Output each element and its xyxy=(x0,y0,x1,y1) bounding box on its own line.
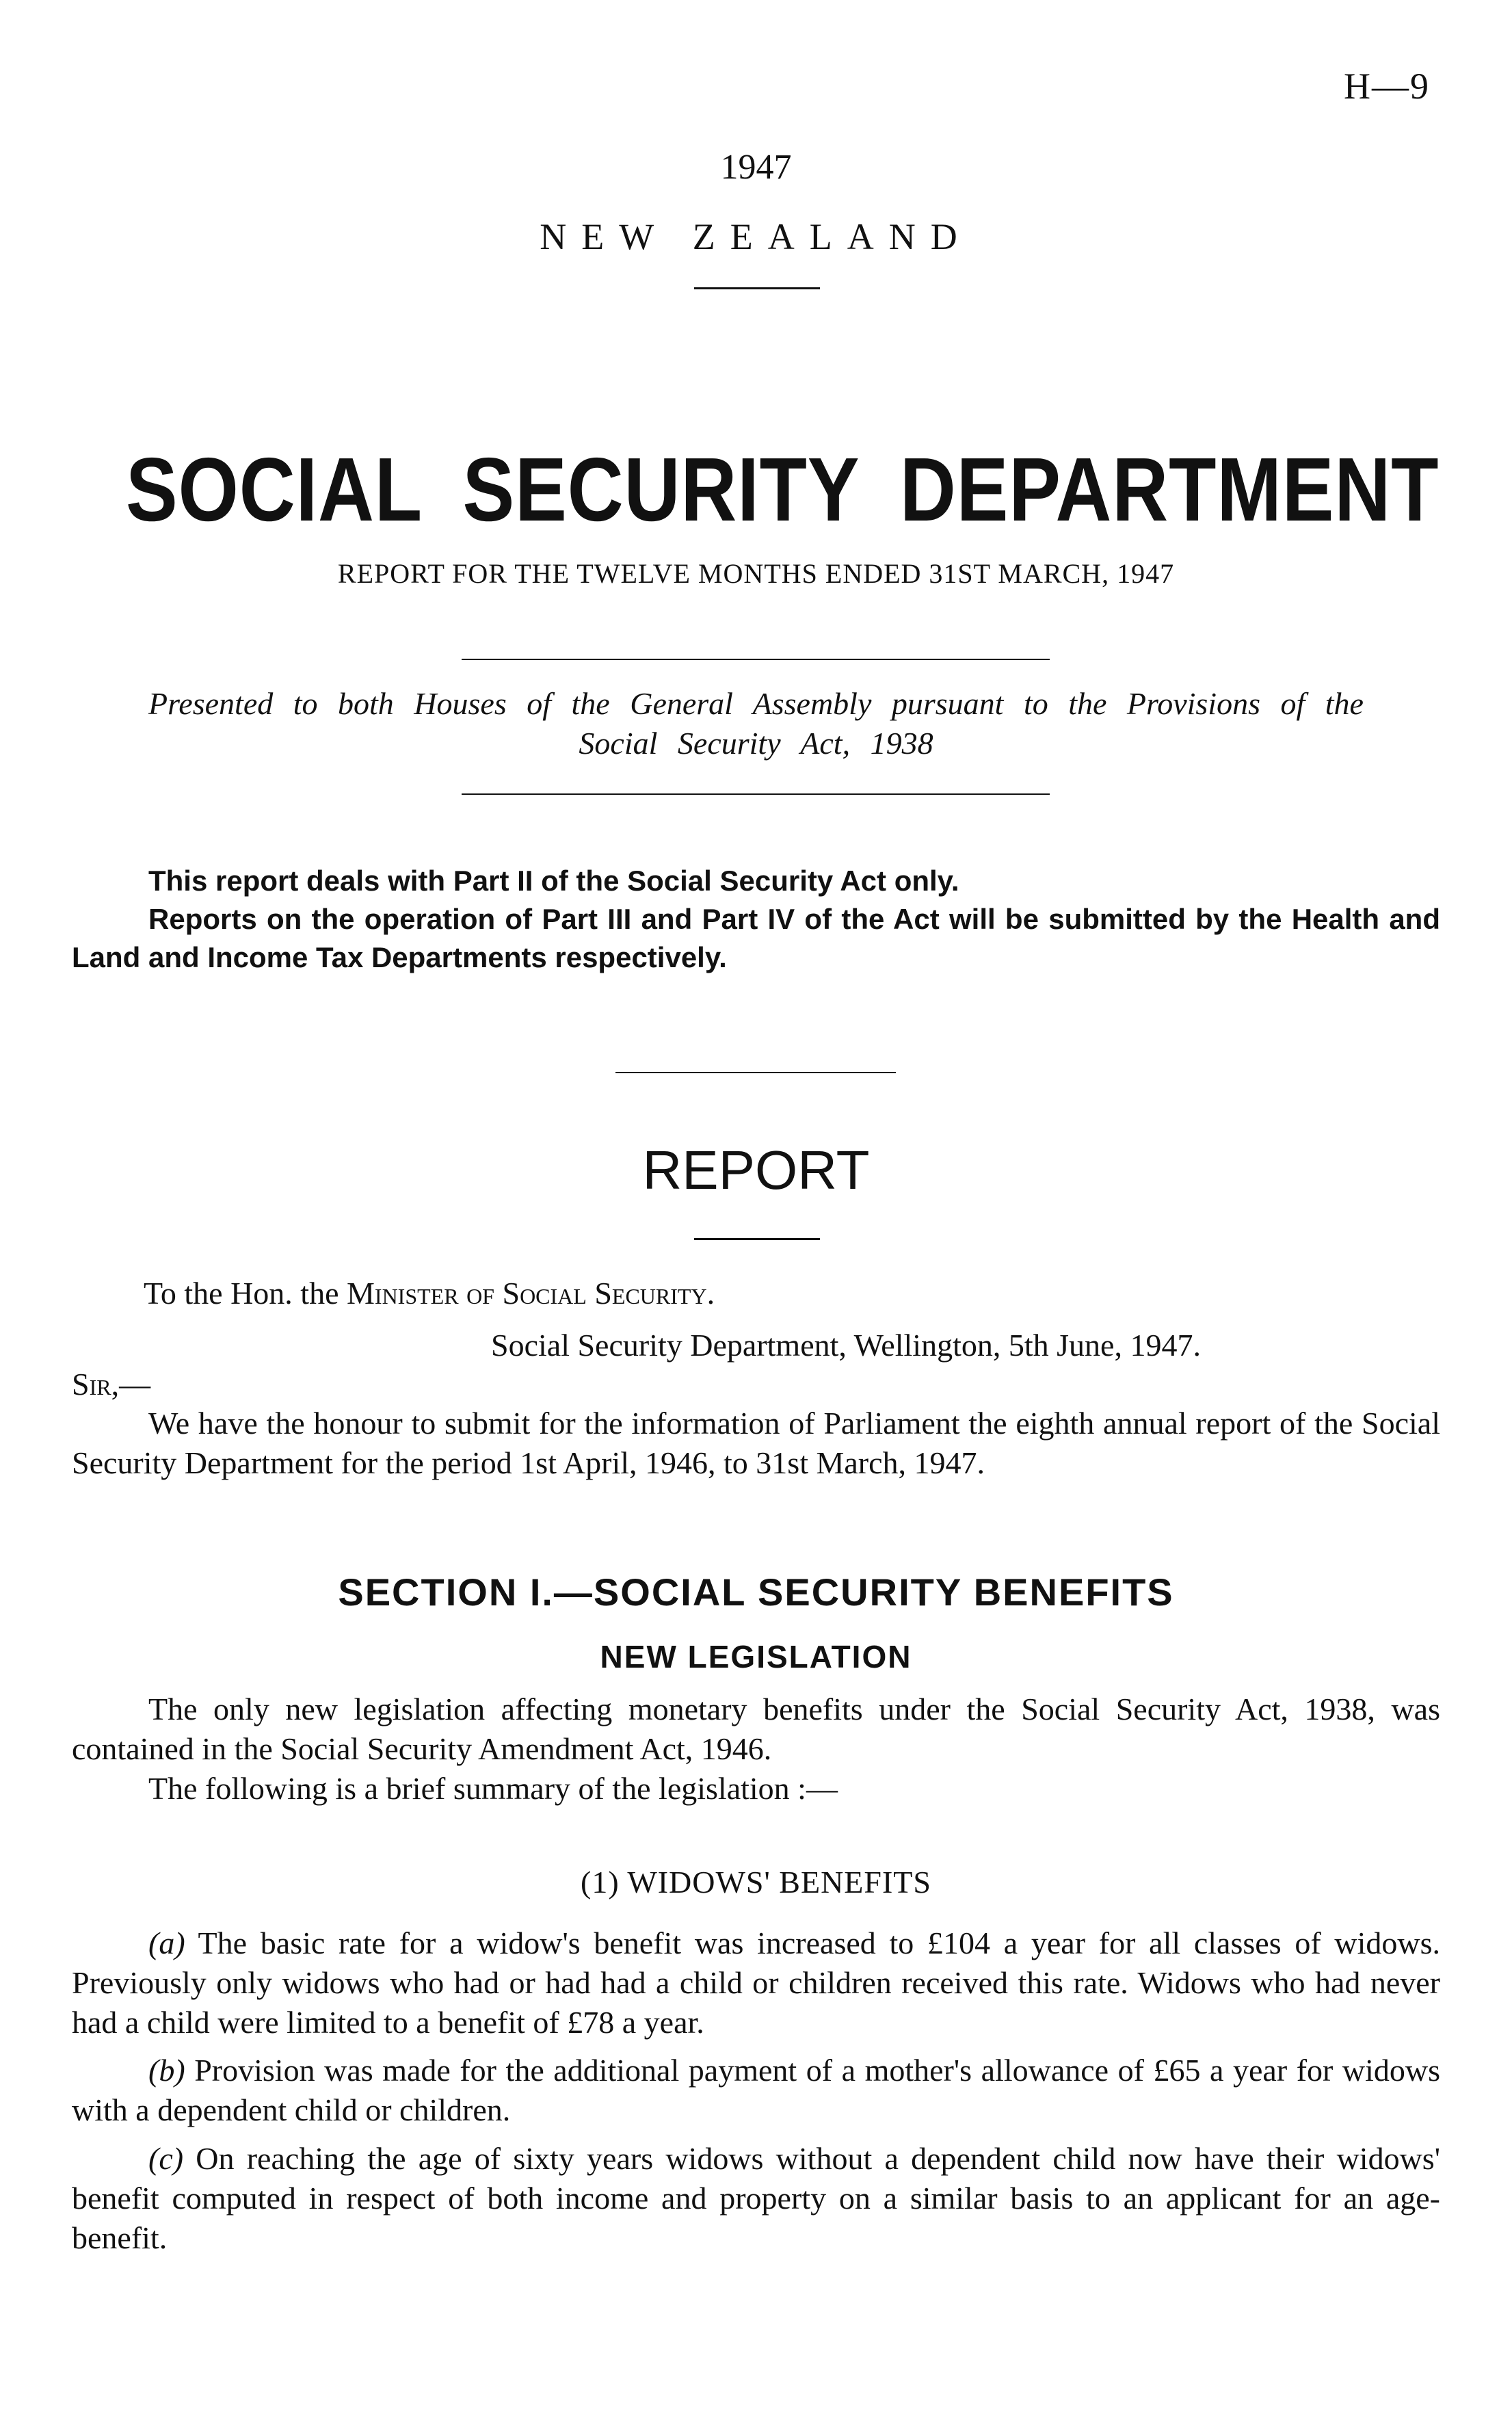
list-item xyxy=(72,2139,1440,2258)
divider-rule xyxy=(462,659,1050,660)
divider-rule xyxy=(462,793,1050,795)
scope-notice xyxy=(72,862,1440,977)
salutation: Sir,— xyxy=(72,1367,151,1402)
item-label: (b) xyxy=(148,2053,185,2088)
addressee-name: Minister of Social Security. xyxy=(347,1276,715,1311)
country-name: NEW ZEALAND xyxy=(540,216,972,257)
list-item xyxy=(72,2051,1440,2130)
department-title xyxy=(106,438,1440,541)
intro-paragraph: We have the honour to submit for the information of Parliament the eighth annual report of the Social Security Department for the period 1st April, 1946, to 31st March, 1947. xyxy=(72,1406,1440,1480)
section-heading: SECTION I.—SOCIAL SECURITY BENEFITS xyxy=(338,1571,1174,1614)
item-label: (a) xyxy=(148,1926,185,1960)
item-text: The basic rate for a widow's benefit was increased to £104 a year for all classes of widows. Previously only widows who had or had had a child or children received this rate. Widows who had never had a child were limited to a benefit of £78 a year. xyxy=(72,1926,1441,2040)
presented-line: Presented to both Houses of the General Assembly pursuant to the Provisions of the xyxy=(148,686,1364,721)
item-text: On reaching the age of sixty years widows without a dependent child now have their widows' benefit computed in respect of both income and property on a similar basis to an applicant for an age-benefit. xyxy=(72,2141,1440,2255)
page-number: H—9 xyxy=(1344,66,1430,107)
list-item xyxy=(72,1923,1440,2042)
notice-line: This report deals with Part II of the Social Security Act only. xyxy=(148,865,959,897)
item-label: (c) xyxy=(148,2141,184,2176)
title-word: SECURITY xyxy=(462,439,860,540)
location-date: Social Security Department, Wellington, 5th June, 1947. xyxy=(491,1328,1201,1363)
report-subtitle: REPORT FOR THE TWELVE MONTHS ENDED 31ST MARCH, 1947 xyxy=(337,558,1175,589)
divider-rule xyxy=(694,287,820,289)
divider-rule xyxy=(694,1238,820,1240)
legislation-paragraph: The only new legislation affecting monetary benefits under the Social Security Act, 1938, was contained in the Social Security Amendment Act, 1946. xyxy=(72,1692,1440,1766)
presented-statement xyxy=(72,684,1440,763)
divider-rule xyxy=(615,1072,896,1073)
widows-heading: (1) WIDOWS' BENEFITS xyxy=(581,1865,931,1900)
report-heading: REPORT xyxy=(642,1140,870,1200)
section-subheading: NEW LEGISLATION xyxy=(600,1639,912,1674)
addressee xyxy=(144,1274,715,1313)
report-year: 1947 xyxy=(720,148,792,187)
title-word: SOCIAL xyxy=(126,439,423,540)
presented-line: Social Security Act, 1938 xyxy=(579,726,933,761)
notice-line: Reports on the operation of Part III and Part IV of the Act will be submitted by the Health and Land and Income Tax Departments respectively. xyxy=(72,903,1440,973)
summary-intro: The following is a brief summary of the legislation :— xyxy=(148,1771,838,1806)
item-text: Provision was made for the additional payment of a mother's allowance of £65 a year for widows with a dependent child or children. xyxy=(72,2053,1441,2127)
title-word: DEPARTMENT xyxy=(899,439,1440,540)
addressee-prefix: To the Hon. the xyxy=(144,1276,347,1311)
